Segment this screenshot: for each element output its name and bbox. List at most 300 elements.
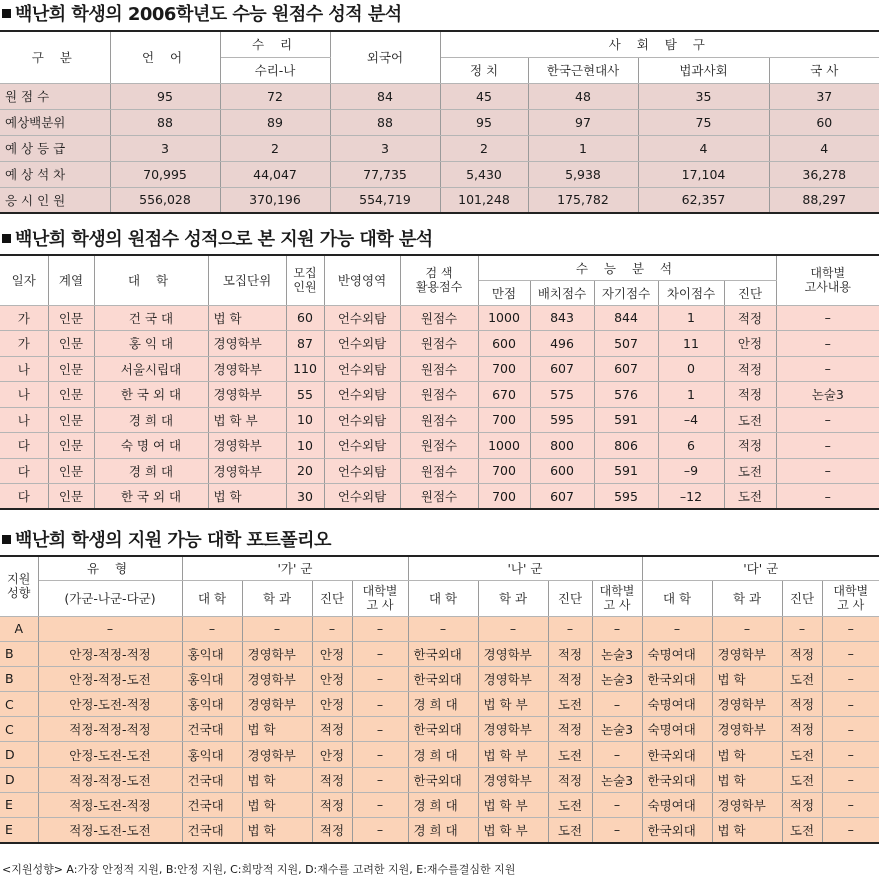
cell-ga-hakgwa: 경영학부	[242, 692, 312, 717]
cell-daehak: 경 희 대	[94, 458, 208, 484]
score-cell: 101,248	[440, 187, 528, 213]
header-mojip-inwon	[286, 255, 324, 305]
cell-yuhyeong: 적정-적정-적정	[38, 717, 182, 742]
cell-jagi: 844	[594, 305, 658, 331]
header-chai: 차이점수	[658, 280, 724, 305]
cell-mojip: 법 학	[208, 305, 286, 331]
cell-ga-daehak: 건국대	[182, 792, 242, 817]
cell-na-daehak: 경 희 대	[408, 692, 478, 717]
cell-gyeyeol: 인문	[48, 382, 94, 408]
cell-da-jindan: 도전	[782, 666, 822, 691]
cell-gyeyeol: 인문	[48, 458, 94, 484]
cell-na-gosa: 논술3	[592, 666, 642, 691]
cell-ga-jindan: –	[312, 616, 352, 641]
header-na-jindan: 진단	[548, 580, 592, 616]
cell-da-gosa: –	[822, 767, 879, 792]
header-banyeong: 반영영역	[324, 255, 400, 305]
cell-gyeyeol: 인문	[48, 331, 94, 357]
score-cell: 48	[528, 83, 638, 109]
cell-na-gosa: 논술3	[592, 717, 642, 742]
cell-baechi: 607	[530, 356, 594, 382]
score-analysis-table	[0, 30, 879, 214]
header-yuhyeong: 유 형	[38, 556, 182, 580]
score-cell: 3	[330, 135, 440, 161]
cell-ga-hakgwa: 법 학	[242, 818, 312, 843]
cell-mojip: 경영학부	[208, 382, 286, 408]
header-beopgwa: 법과사회	[638, 57, 769, 83]
cell-ga-gosa: –	[352, 767, 408, 792]
cell-jindan: 적정	[724, 356, 776, 382]
cell-da-jindan: 도전	[782, 818, 822, 843]
score-cell: 2	[220, 135, 330, 161]
cell-da-hakgwa: 법 학	[712, 818, 782, 843]
cell-ilja: 나	[0, 382, 48, 408]
table-row	[0, 331, 879, 357]
cell-gyeyeol: 인문	[48, 305, 94, 331]
cell-gosa: –	[776, 407, 879, 433]
cell-da-hakgwa: 경영학부	[712, 641, 782, 666]
cell-inwon: 60	[286, 305, 324, 331]
score-cell: 72	[220, 83, 330, 109]
cell-na-jindan: –	[548, 616, 592, 641]
header-jindan: 진단	[724, 280, 776, 305]
cell-da-gosa: –	[822, 717, 879, 742]
cell-da-gosa: –	[822, 641, 879, 666]
cell-manjeom: 700	[478, 407, 530, 433]
header-na-daehak: 대 학	[408, 580, 478, 616]
cell-na-hakgwa: –	[478, 616, 548, 641]
cell-ga-hakgwa: 법 학	[242, 717, 312, 742]
header-da-gun: '다' 군	[642, 556, 879, 580]
cell-jindan: 안정	[724, 331, 776, 357]
table-row	[0, 717, 879, 742]
square-bullet-icon	[2, 234, 11, 243]
cell-ilja: 가	[0, 331, 48, 357]
cell-banyeong: 언수외탐	[324, 356, 400, 382]
cell-yuhyeong: 안정-적정-적정	[38, 641, 182, 666]
header-da-daehak: 대 학	[642, 580, 712, 616]
cell-mojip: 법 학	[208, 484, 286, 510]
square-bullet-icon	[2, 535, 11, 544]
footnote: <지원성향> A:가장 안정적 지원, B:안정 지원, C:희망적 지원, D:재수를 고려한 지원, E:재수를결심한 지원	[2, 863, 516, 876]
table-row	[0, 742, 879, 767]
header-mojip: 모집단위	[208, 255, 286, 305]
score-cell: 77,735	[330, 161, 440, 187]
score-cell: 70,995	[110, 161, 220, 187]
header-gubun: 구 분	[0, 31, 110, 83]
cell-ga-jindan: 적정	[312, 767, 352, 792]
cell-na-hakgwa: 법 학 부	[478, 792, 548, 817]
cell-da-jindan: 적정	[782, 692, 822, 717]
cell-jiwon: E	[0, 792, 38, 817]
score-cell: 44,047	[220, 161, 330, 187]
cell-yuhyeong: 적정-도전-적정	[38, 792, 182, 817]
cell-ga-daehak: 홍익대	[182, 742, 242, 767]
score-cell: 60	[769, 109, 879, 135]
cell-ga-jindan: 안정	[312, 641, 352, 666]
cell-baechi: 843	[530, 305, 594, 331]
cell-ga-hakgwa: 법 학	[242, 767, 312, 792]
section3-title-text: 백난희 학생의 지원 가능 대학 포트폴리오	[15, 530, 331, 551]
cell-da-hakgwa: –	[712, 616, 782, 641]
cell-na-hakgwa: 경영학부	[478, 767, 548, 792]
cell-da-gosa: –	[822, 792, 879, 817]
header-da-gosa-2: 고 사	[837, 598, 865, 612]
cell-da-hakgwa: 법 학	[712, 666, 782, 691]
cell-gosa: –	[776, 484, 879, 510]
cell-da-daehak: 한국외대	[642, 818, 712, 843]
cell-da-jindan: 적정	[782, 792, 822, 817]
header-geomsaek-1: 검 색	[425, 266, 453, 281]
header-ga-gosa-2: 고 사	[366, 598, 394, 612]
header-ga-gun: '가' 군	[182, 556, 408, 580]
cell-mojip: 경영학부	[208, 356, 286, 382]
header-jiwon-1: 지원	[7, 572, 31, 587]
header-da-hakgwa: 학 과	[712, 580, 782, 616]
cell-na-daehak: 한국외대	[408, 717, 478, 742]
table-row	[0, 818, 879, 843]
header-jeongchi: 정 치	[440, 57, 528, 83]
cell-ga-daehak: 홍익대	[182, 666, 242, 691]
section2-title-text: 백난희 학생의 원점수 성적으로 본 지원 가능 대학 분석	[15, 229, 433, 250]
cell-da-gosa: –	[822, 616, 879, 641]
cell-da-daehak: –	[642, 616, 712, 641]
score-cell: 17,104	[638, 161, 769, 187]
cell-na-hakgwa: 경영학부	[478, 641, 548, 666]
header-ga-gosa	[352, 580, 408, 616]
cell-da-daehak: 한국외대	[642, 742, 712, 767]
cell-geomsaek: 원점수	[400, 433, 478, 459]
cell-na-gosa: 논술3	[592, 641, 642, 666]
cell-jagi: 507	[594, 331, 658, 357]
cell-na-hakgwa: 경영학부	[478, 666, 548, 691]
cell-geomsaek: 원점수	[400, 331, 478, 357]
cell-ga-gosa: –	[352, 692, 408, 717]
header-gosa-2: 고사내용	[804, 280, 851, 295]
cell-jagi: 806	[594, 433, 658, 459]
cell-da-daehak: 숙명여대	[642, 717, 712, 742]
cell-ilja: 다	[0, 433, 48, 459]
cell-jagi: 576	[594, 382, 658, 408]
cell-jindan: 적정	[724, 382, 776, 408]
header-eoneo: 언 어	[110, 31, 220, 83]
score-cell: 95	[440, 109, 528, 135]
cell-yuhyeong: 안정-도전-도전	[38, 742, 182, 767]
table-row	[0, 666, 879, 691]
cell-na-jindan: 적정	[548, 666, 592, 691]
cell-yuhyeong: –	[38, 616, 182, 641]
cell-na-daehak: –	[408, 616, 478, 641]
cell-ga-daehak: 건국대	[182, 767, 242, 792]
cell-baechi: 595	[530, 407, 594, 433]
cell-na-gosa: 논술3	[592, 767, 642, 792]
header-manjeom: 만점	[478, 280, 530, 305]
cell-geomsaek: 원점수	[400, 305, 478, 331]
score-cell: 554,719	[330, 187, 440, 213]
header-ilja: 일자	[0, 255, 48, 305]
header-geomsaek	[400, 255, 478, 305]
cell-da-hakgwa: 경영학부	[712, 692, 782, 717]
score-cell: 84	[330, 83, 440, 109]
header-ga-gosa-1: 대학별	[362, 584, 398, 598]
cell-ga-jindan: 안정	[312, 742, 352, 767]
cell-chai: 1	[658, 382, 724, 408]
table-row	[0, 187, 879, 213]
cell-da-gosa: –	[822, 666, 879, 691]
cell-ga-daehak: –	[182, 616, 242, 641]
cell-da-hakgwa: 경영학부	[712, 792, 782, 817]
header-baechi: 배치점수	[530, 280, 594, 305]
cell-gosa: –	[776, 356, 879, 382]
cell-na-gosa: –	[592, 616, 642, 641]
cell-inwon: 110	[286, 356, 324, 382]
header-sahoe: 사 회 탐 구	[440, 31, 879, 57]
cell-chai: –4	[658, 407, 724, 433]
cell-da-daehak: 한국외대	[642, 666, 712, 691]
cell-chai: –9	[658, 458, 724, 484]
table-row	[0, 305, 879, 331]
cell-na-gosa: –	[592, 742, 642, 767]
table-row	[0, 484, 879, 510]
cell-da-daehak: 숙명여대	[642, 692, 712, 717]
university-analysis-table	[0, 254, 879, 510]
cell-manjeom: 670	[478, 382, 530, 408]
cell-da-hakgwa: 법 학	[712, 767, 782, 792]
table-row	[0, 407, 879, 433]
cell-ilja: 다	[0, 484, 48, 510]
header-ga-jindan: 진단	[312, 580, 352, 616]
cell-ga-gosa: –	[352, 818, 408, 843]
cell-yuhyeong: 적정-적정-도전	[38, 767, 182, 792]
cell-ga-jindan: 안정	[312, 692, 352, 717]
header-ga-hakgwa: 학 과	[242, 580, 312, 616]
header-da-gosa	[822, 580, 879, 616]
cell-mojip: 경영학부	[208, 458, 286, 484]
table-row	[0, 641, 879, 666]
cell-manjeom: 600	[478, 331, 530, 357]
cell-jiwon: D	[0, 767, 38, 792]
cell-da-daehak: 한국외대	[642, 767, 712, 792]
score-cell: 4	[769, 135, 879, 161]
cell-ga-daehak: 건국대	[182, 818, 242, 843]
score-cell: 37	[769, 83, 879, 109]
cell-na-daehak: 한국외대	[408, 767, 478, 792]
score-cell: 88	[330, 109, 440, 135]
cell-inwon: 55	[286, 382, 324, 408]
cell-da-daehak: 숙명여대	[642, 792, 712, 817]
cell-baechi: 575	[530, 382, 594, 408]
table-row	[0, 616, 879, 641]
cell-ga-gosa: –	[352, 792, 408, 817]
cell-da-hakgwa: 경영학부	[712, 717, 782, 742]
cell-jindan: 적정	[724, 305, 776, 331]
cell-jagi: 607	[594, 356, 658, 382]
cell-manjeom: 1000	[478, 433, 530, 459]
header-suneung: 수 능 분 석	[478, 255, 776, 280]
cell-jiwon: D	[0, 742, 38, 767]
cell-geomsaek: 원점수	[400, 382, 478, 408]
portfolio-table	[0, 555, 879, 844]
table-row	[0, 356, 879, 382]
cell-na-hakgwa: 경영학부	[478, 717, 548, 742]
cell-gyeyeol: 인문	[48, 484, 94, 510]
row-label: 예 상 등 급	[0, 135, 110, 161]
cell-da-jindan: –	[782, 616, 822, 641]
cell-mojip: 법 학 부	[208, 407, 286, 433]
score-cell: 2	[440, 135, 528, 161]
cell-daehak: 서울시립대	[94, 356, 208, 382]
score-cell: 556,028	[110, 187, 220, 213]
table-row	[0, 692, 879, 717]
cell-jiwon: A	[0, 616, 38, 641]
cell-gosa: –	[776, 305, 879, 331]
score-cell: 75	[638, 109, 769, 135]
score-cell: 62,357	[638, 187, 769, 213]
cell-banyeong: 언수외탐	[324, 407, 400, 433]
cell-chai: 1	[658, 305, 724, 331]
cell-geomsaek: 원점수	[400, 407, 478, 433]
header-jiwon	[0, 556, 38, 616]
cell-geomsaek: 원점수	[400, 356, 478, 382]
cell-da-gosa: –	[822, 692, 879, 717]
cell-ilja: 다	[0, 458, 48, 484]
cell-na-jindan: 적정	[548, 717, 592, 742]
cell-baechi: 607	[530, 484, 594, 510]
cell-daehak: 숙 명 여 대	[94, 433, 208, 459]
header-guksa: 국 사	[769, 57, 879, 83]
cell-na-gosa: –	[592, 818, 642, 843]
cell-jiwon: E	[0, 818, 38, 843]
cell-baechi: 496	[530, 331, 594, 357]
cell-gosa: –	[776, 331, 879, 357]
cell-da-gosa: –	[822, 818, 879, 843]
row-label: 예 상 석 차	[0, 161, 110, 187]
cell-inwon: 30	[286, 484, 324, 510]
header-na-hakgwa: 학 과	[478, 580, 548, 616]
cell-inwon: 20	[286, 458, 324, 484]
cell-ga-daehak: 홍익대	[182, 692, 242, 717]
cell-banyeong: 언수외탐	[324, 305, 400, 331]
cell-baechi: 600	[530, 458, 594, 484]
cell-inwon: 87	[286, 331, 324, 357]
table-row	[0, 83, 879, 109]
cell-na-jindan: 도전	[548, 818, 592, 843]
score-cell: 45	[440, 83, 528, 109]
cell-jiwon: B	[0, 641, 38, 666]
cell-manjeom: 1000	[478, 305, 530, 331]
cell-jiwon: C	[0, 692, 38, 717]
cell-ga-hakgwa: 경영학부	[242, 742, 312, 767]
cell-da-jindan: 도전	[782, 767, 822, 792]
score-cell: 36,278	[769, 161, 879, 187]
score-cell: 89	[220, 109, 330, 135]
score-cell: 88	[110, 109, 220, 135]
score-cell: 35	[638, 83, 769, 109]
cell-manjeom: 700	[478, 356, 530, 382]
table-row	[0, 433, 879, 459]
header-yuhyeong-sub: (가군-나군-다군)	[38, 580, 182, 616]
cell-chai: 6	[658, 433, 724, 459]
cell-banyeong: 언수외탐	[324, 458, 400, 484]
table-row	[0, 135, 879, 161]
cell-jindan: 도전	[724, 484, 776, 510]
cell-ga-gosa: –	[352, 641, 408, 666]
cell-ilja: 나	[0, 356, 48, 382]
header-da-jindan: 진단	[782, 580, 822, 616]
cell-jagi: 591	[594, 458, 658, 484]
cell-geomsaek: 원점수	[400, 458, 478, 484]
cell-geomsaek: 원점수	[400, 484, 478, 510]
cell-ga-hakgwa: 경영학부	[242, 641, 312, 666]
cell-da-gosa: –	[822, 742, 879, 767]
cell-gosa: –	[776, 458, 879, 484]
header-ga-daehak: 대 학	[182, 580, 242, 616]
section2-title	[0, 227, 879, 253]
header-suri: 수 리	[220, 31, 330, 57]
row-label: 원 점 수	[0, 83, 110, 109]
cell-ga-jindan: 적정	[312, 818, 352, 843]
cell-manjeom: 700	[478, 458, 530, 484]
score-cell: 97	[528, 109, 638, 135]
cell-na-daehak: 경 희 대	[408, 818, 478, 843]
header-jiwon-2: 성향	[7, 586, 31, 601]
cell-da-hakgwa: 법 학	[712, 742, 782, 767]
cell-inwon: 10	[286, 407, 324, 433]
cell-na-hakgwa: 법 학 부	[478, 742, 548, 767]
cell-gyeyeol: 인문	[48, 433, 94, 459]
cell-na-jindan: 적정	[548, 641, 592, 666]
cell-ga-jindan: 적정	[312, 792, 352, 817]
square-bullet-icon	[2, 9, 11, 18]
section3-title	[0, 528, 879, 554]
header-hanguk: 한국근현대사	[528, 57, 638, 83]
cell-na-gosa: –	[592, 692, 642, 717]
score-cell: 4	[638, 135, 769, 161]
row-label: 예상백분위	[0, 109, 110, 135]
header-na-gosa	[592, 580, 642, 616]
cell-daehak: 건 국 대	[94, 305, 208, 331]
score-cell: 370,196	[220, 187, 330, 213]
header-suri-na: 수리-나	[220, 57, 330, 83]
cell-na-hakgwa: 법 학 부	[478, 818, 548, 843]
cell-da-jindan: 적정	[782, 717, 822, 742]
cell-ga-hakgwa: 법 학	[242, 792, 312, 817]
cell-ga-gosa: –	[352, 666, 408, 691]
score-cell: 5,430	[440, 161, 528, 187]
score-cell: 3	[110, 135, 220, 161]
cell-chai: 0	[658, 356, 724, 382]
header-da-gosa-1: 대학별	[833, 584, 869, 598]
cell-na-daehak: 경 희 대	[408, 742, 478, 767]
cell-mojip: 경영학부	[208, 433, 286, 459]
cell-ga-gosa: –	[352, 742, 408, 767]
header-mojip-inwon-1: 모집	[293, 266, 317, 281]
cell-chai: –12	[658, 484, 724, 510]
table-row	[0, 767, 879, 792]
cell-gyeyeol: 인문	[48, 356, 94, 382]
header-gosa	[776, 255, 879, 305]
cell-na-daehak: 경 희 대	[408, 792, 478, 817]
header-jagi: 자기점수	[594, 280, 658, 305]
cell-na-jindan: 도전	[548, 792, 592, 817]
cell-da-jindan: 도전	[782, 742, 822, 767]
cell-yuhyeong: 안정-도전-적정	[38, 692, 182, 717]
cell-na-jindan: 적정	[548, 767, 592, 792]
cell-ga-daehak: 홍익대	[182, 641, 242, 666]
cell-chai: 11	[658, 331, 724, 357]
cell-ga-hakgwa: –	[242, 616, 312, 641]
cell-ga-jindan: 안정	[312, 666, 352, 691]
